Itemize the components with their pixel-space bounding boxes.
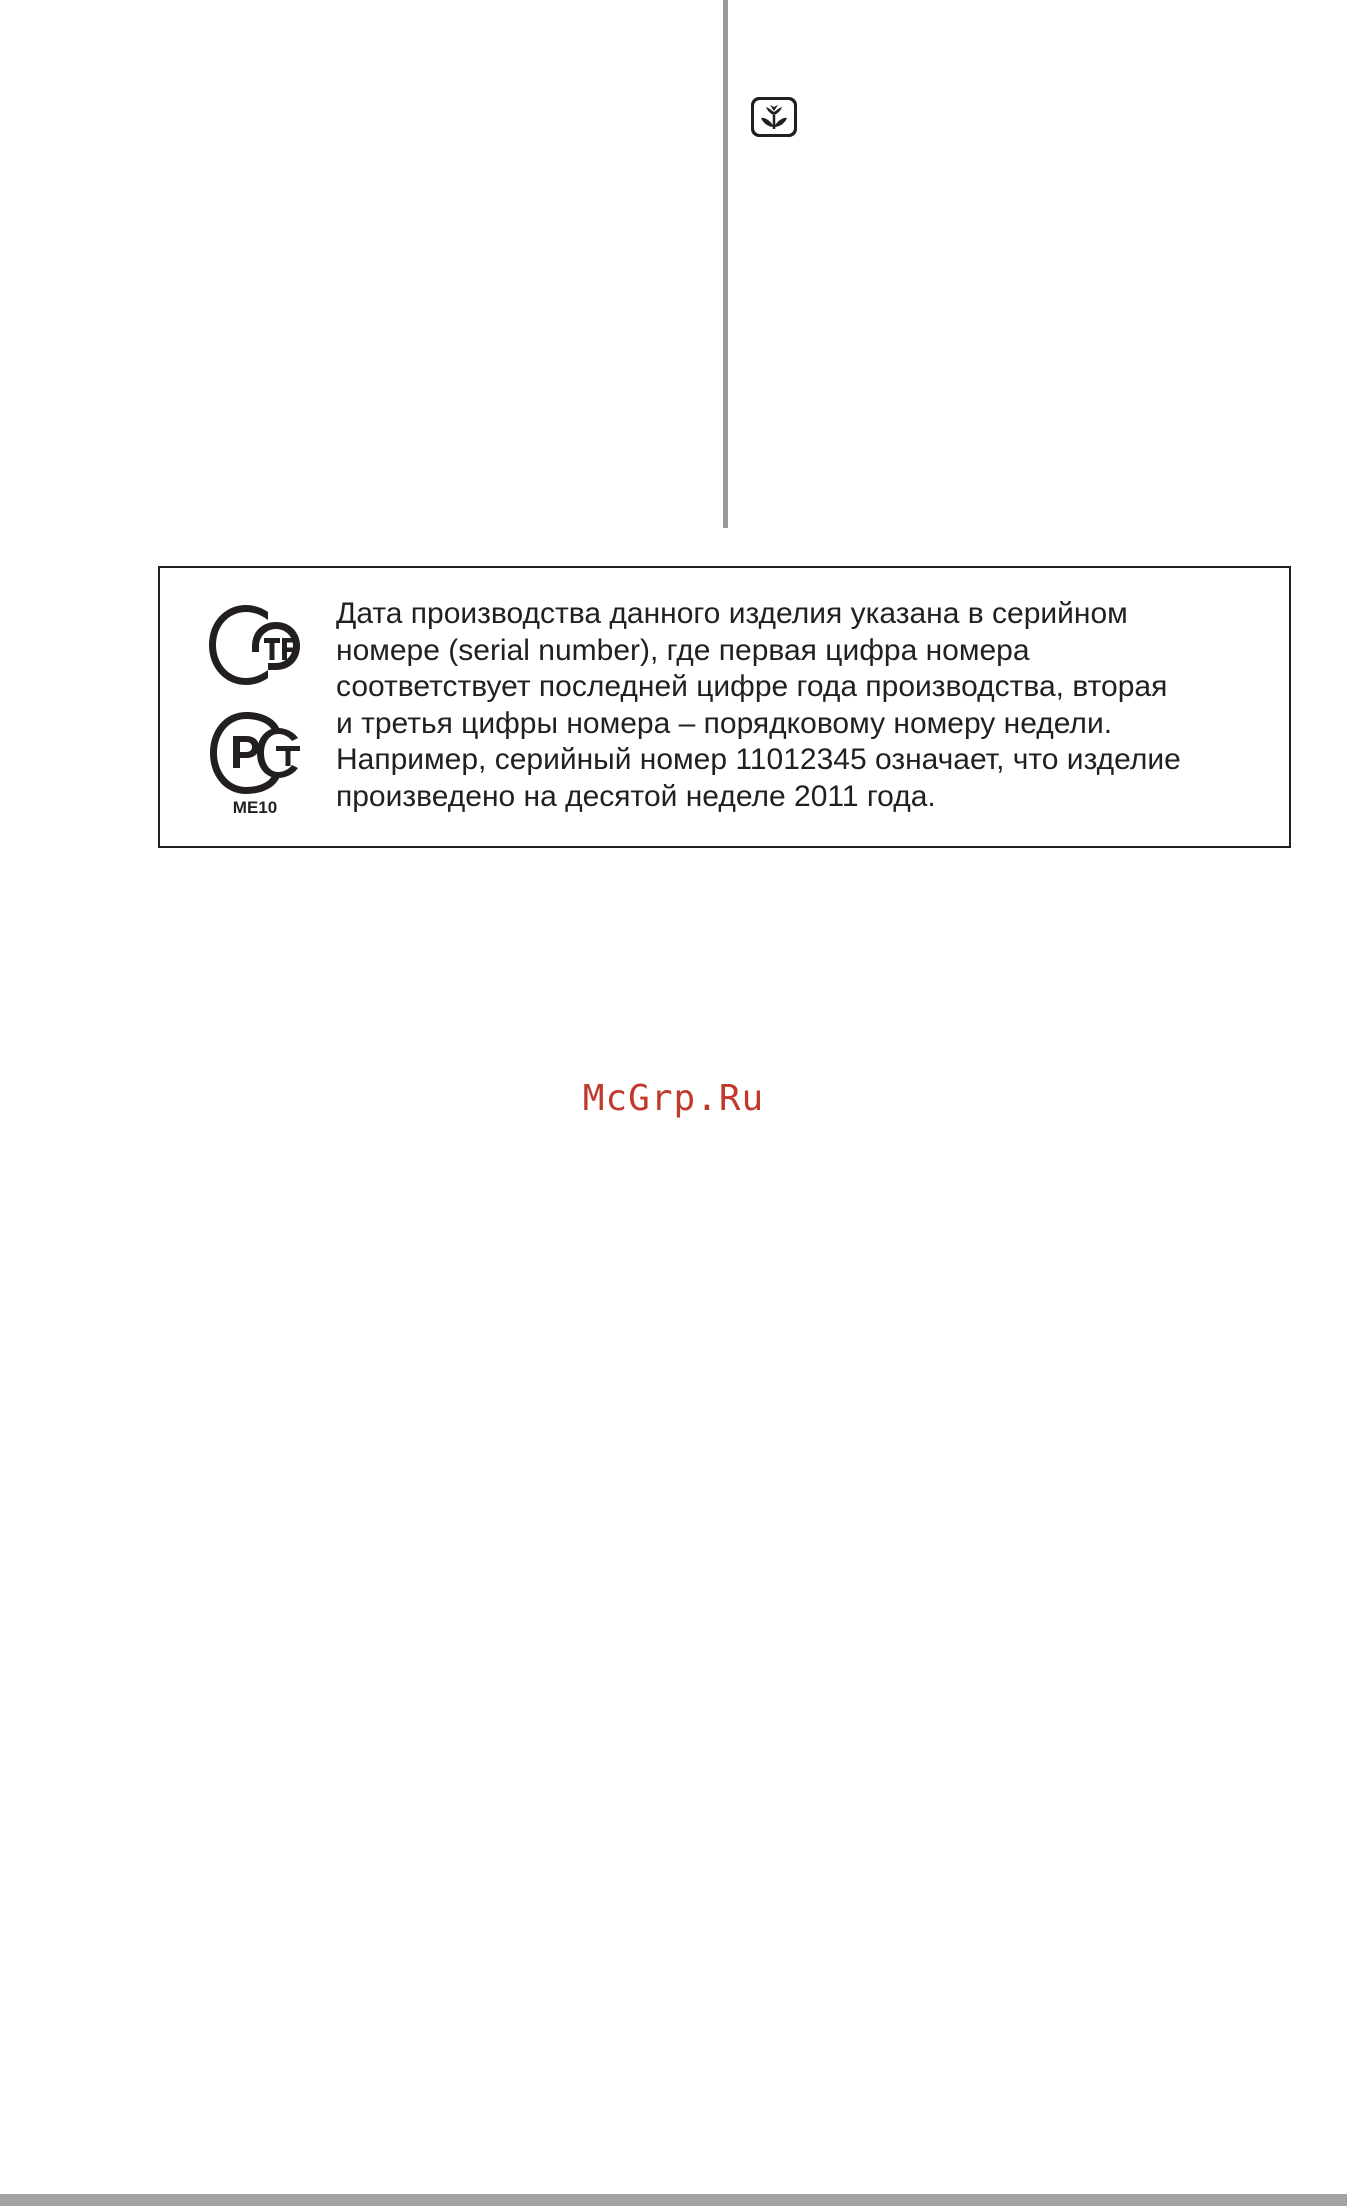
notice-line: Дата производства данного изделия указана в серийном — [336, 597, 1128, 630]
column-divider — [723, 0, 728, 528]
watermark: McGrp.Ru — [582, 1078, 765, 1119]
notice-line: и третья цифры номера – порядковому номеру недели. — [336, 706, 1113, 740]
pct-eac-certification-mark — [206, 708, 310, 798]
macro-flower-icon — [749, 95, 799, 139]
notice-line: соответствует последней цифре года производства, вторая — [336, 670, 1168, 703]
manufacture-date-notice — [158, 566, 1291, 848]
footer-rule — [0, 2194, 1347, 2206]
notice-line: номере (serial number), где первая цифра номера — [336, 633, 1030, 667]
notice-line: произведено на десятой неделе 2011 года. — [336, 779, 936, 813]
notice-line: Например, серийный номер 11012345 означает, что изделие — [336, 743, 1181, 776]
certification-code: ME10 — [232, 798, 278, 817]
gost-r-certification-mark — [206, 602, 310, 688]
notice-text — [336, 596, 1266, 815]
